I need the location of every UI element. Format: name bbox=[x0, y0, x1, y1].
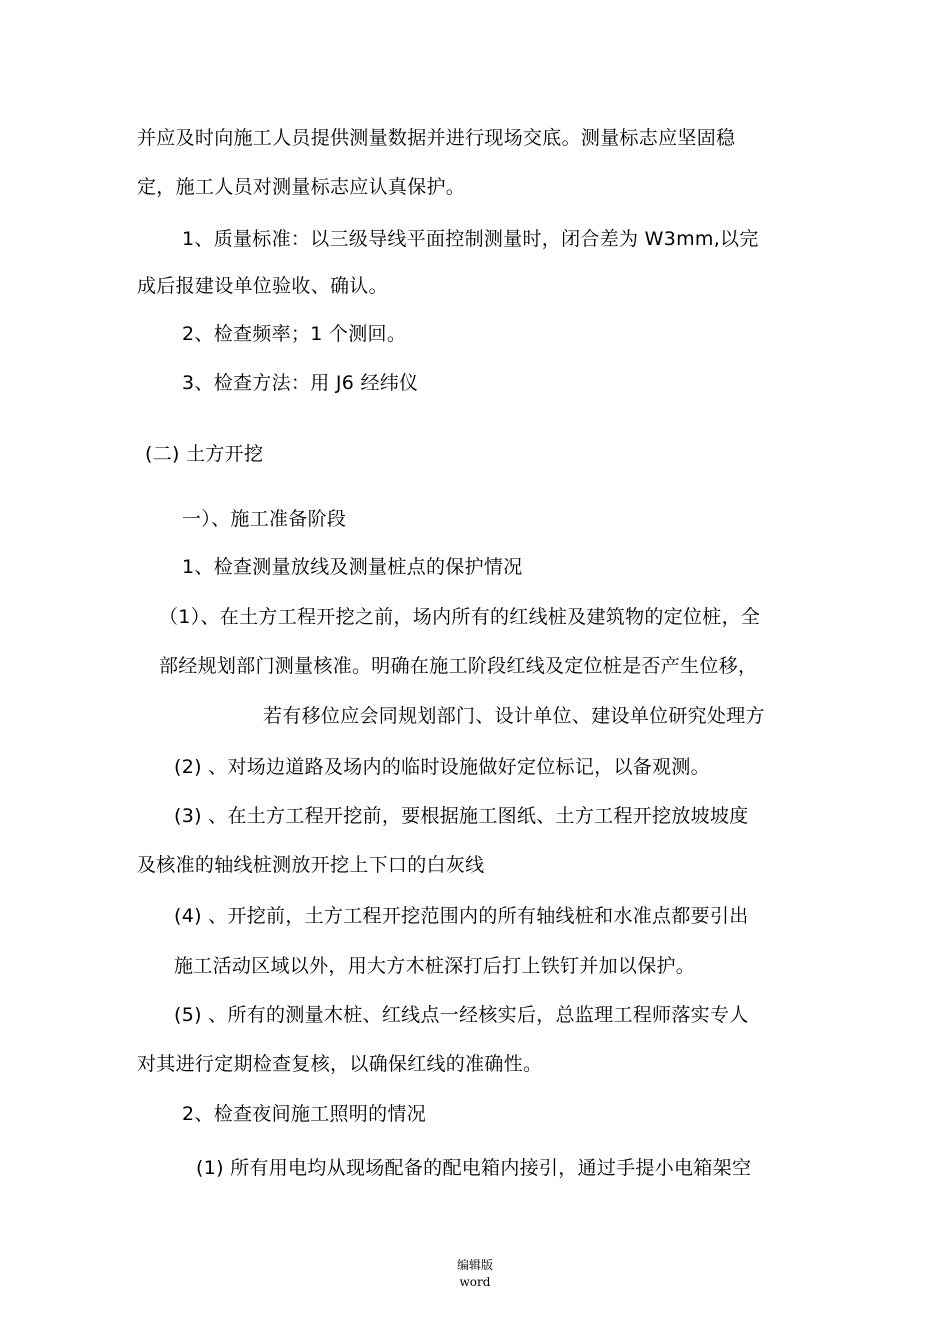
paragraph-line-1: 并应及时向施工人员提供测量数据并进行现场交底。测量标志应坚固稳 bbox=[137, 127, 736, 149]
paragraph-line-2: 定，施工人员对测量标志应认真保护。 bbox=[137, 176, 466, 198]
list-item-4-line-1: (4) 、开挖前，土方工程开挖范围内的所有轴线桩和水准点都要引出 bbox=[174, 905, 749, 927]
list-item-1-line-1: （1）、在土方工程开挖之前，场内所有的红线桩及建筑物的定位桩，全 bbox=[159, 606, 761, 628]
item-heading-night-lighting: 2、检查夜间施工照明的情况 bbox=[182, 1103, 426, 1125]
list-item-5-line-2: 对其进行定期检查复核，以确保红线的准确性。 bbox=[137, 1053, 543, 1075]
list-item-1-line-3: 若有移位应会同规划部门、设计单位、建设单位研究处理方 bbox=[263, 705, 765, 727]
inspection-method-line: 3、检查方法：用 J6 经纬仪 bbox=[182, 372, 419, 394]
list-item-1-line-2: 部经规划部门测量核准。明确在施工阶段红线及定位桩是否产生位移， bbox=[159, 655, 758, 677]
list-item-4-line-2: 施工活动区域以外，用大方木桩深打后打上铁钉并加以保护。 bbox=[174, 955, 696, 977]
list-item-5-line-1: (5) 、所有的测量木桩、红线点一经核实后，总监理工程师落实专人 bbox=[174, 1004, 749, 1026]
subsection-heading-preparation: 一）、施工准备阶段 bbox=[182, 508, 347, 530]
section-heading-earthwork: (二) 土方开挖 bbox=[145, 443, 264, 465]
inspection-frequency-line: 2、检查频率；1 个测回。 bbox=[182, 323, 407, 345]
list-item-3-line-1: (3) 、在土方工程开挖前，要根据施工图纸、土方工程开挖放坡坡度 bbox=[174, 805, 749, 827]
list-item-3-line-2: 及核准的轴线桩测放开挖上下口的白灰线 bbox=[137, 854, 485, 876]
item-heading-survey-protection: 1、检查测量放线及测量桩点的保护情况 bbox=[182, 556, 523, 578]
quality-standard-line-cont: 成后报建设单位验收、确认。 bbox=[137, 275, 388, 297]
footer-edit-label: 编辑版 bbox=[456, 1258, 493, 1272]
footer-word-label: word bbox=[459, 1275, 491, 1289]
lighting-list-item-1: (1) 所有用电均从现场配备的配电箱内接引，通过手提小电箱架空 bbox=[196, 1157, 752, 1179]
list-item-2: (2) 、对场边道路及场内的临时设施做好定位标记，以备观测。 bbox=[174, 756, 710, 778]
quality-standard-line: 1、质量标准：以三级导线平面控制测量时，闭合差为 W3mm,以完 bbox=[182, 228, 759, 250]
